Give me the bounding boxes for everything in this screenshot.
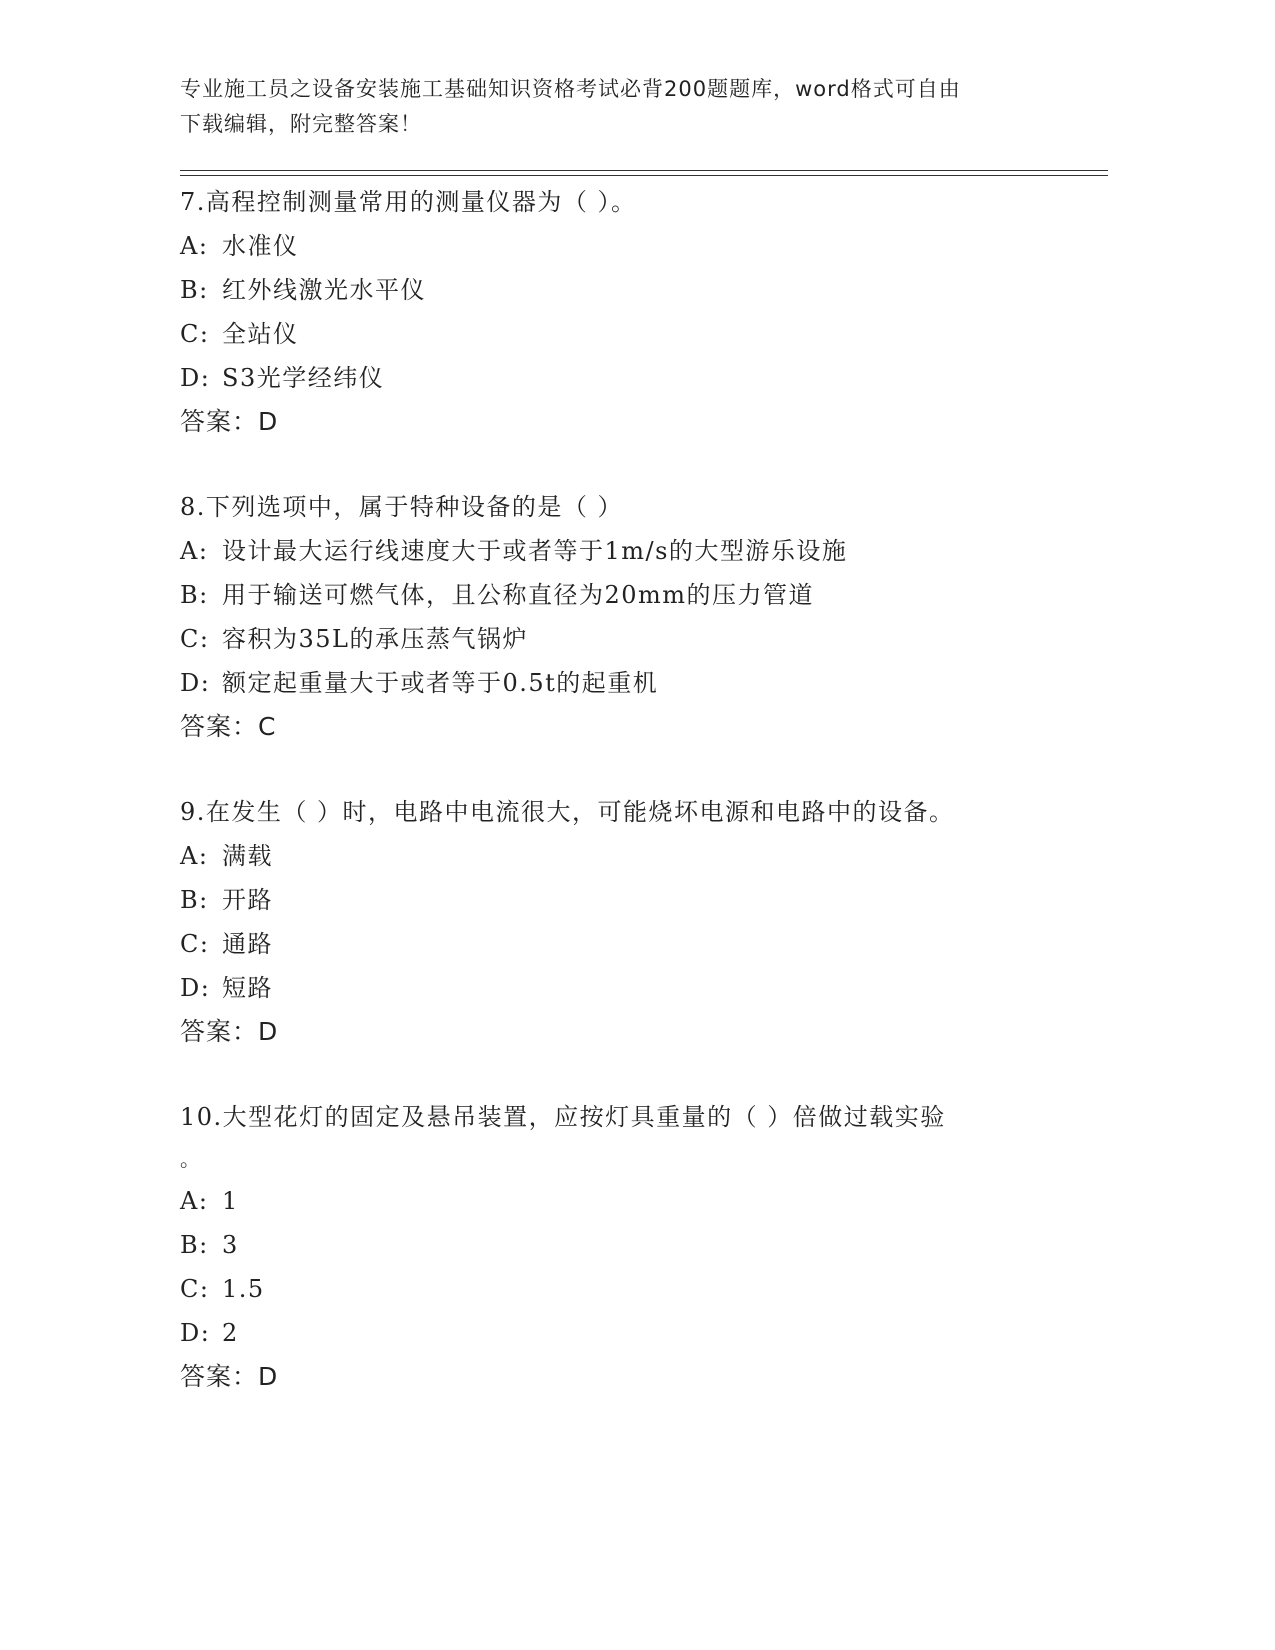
option-text: 3 <box>222 1231 239 1259</box>
option-label: A: <box>180 1187 209 1215</box>
option-text: 容积为35L的承压蒸气锅炉 <box>222 625 528 653</box>
option-b <box>180 1223 1080 1267</box>
option-label: B: <box>180 581 209 609</box>
option-b <box>180 878 1080 922</box>
option-c <box>180 922 1080 966</box>
question-stem-continuation: 。 <box>180 1147 200 1171</box>
option-a <box>180 529 1080 573</box>
option-d <box>180 661 1080 705</box>
option-label: B: <box>180 886 209 914</box>
option-text: 通路 <box>222 930 273 958</box>
option-b <box>180 573 1080 617</box>
header-divider-bottom <box>180 175 1108 176</box>
answer-line: 答案：D <box>180 1362 279 1391</box>
option-c <box>180 617 1080 661</box>
option-text: 水准仪 <box>222 232 299 260</box>
option-text: 红外线激光水平仪 <box>222 276 426 304</box>
option-label: C: <box>180 625 210 653</box>
question-stem: 8.下列选项中，属于特种设备的是（ ） <box>180 493 624 521</box>
option-label: C: <box>180 1275 210 1303</box>
header-line-1: 专业施工员之设备安装施工基础知识资格考试必背200题题库，word格式可自由 <box>180 77 961 101</box>
question-stem: 7.高程控制测量常用的测量仪器为（ ）。 <box>180 188 637 216</box>
option-d <box>180 356 1080 400</box>
question-block <box>180 180 1080 444</box>
option-text: 1 <box>222 1187 239 1215</box>
option-label: B: <box>180 276 209 304</box>
option-label: B: <box>180 1231 209 1259</box>
option-label: D: <box>180 669 211 697</box>
option-text: 1.5 <box>222 1275 265 1303</box>
option-text: 开路 <box>222 886 273 914</box>
question-list <box>180 180 1080 1440</box>
option-d <box>180 966 1080 1010</box>
option-label: C: <box>180 930 210 958</box>
document-header <box>180 72 1060 142</box>
option-a <box>180 834 1080 878</box>
option-c <box>180 312 1080 356</box>
option-a <box>180 1179 1080 1223</box>
header-line-2: 下载编辑，附完整答案！ <box>180 112 422 136</box>
option-text: 设计最大运行线速度大于或者等于1m/s的大型游乐设施 <box>222 537 848 565</box>
option-text: 额定起重量大于或者等于0.5t的起重机 <box>222 669 659 697</box>
header-divider-top <box>180 170 1108 171</box>
option-a <box>180 224 1080 268</box>
option-text: S3光学经纬仪 <box>222 364 385 392</box>
option-text: 短路 <box>222 974 273 1002</box>
option-text: 全站仪 <box>222 320 299 348</box>
option-label: D: <box>180 974 211 1002</box>
question-block <box>180 1095 1080 1399</box>
option-label: D: <box>180 1319 211 1347</box>
question-block <box>180 485 1080 749</box>
option-label: A: <box>180 232 209 260</box>
option-b <box>180 268 1080 312</box>
option-d <box>180 1311 1080 1355</box>
answer-line: 答案：D <box>180 1017 279 1046</box>
option-label: A: <box>180 842 209 870</box>
option-text: 2 <box>222 1319 239 1347</box>
option-label: D: <box>180 364 211 392</box>
option-c <box>180 1267 1080 1311</box>
option-text: 满载 <box>222 842 273 870</box>
question-stem: 10.大型花灯的固定及悬吊装置，应按灯具重量的（ ）倍做过载实验 <box>180 1103 946 1131</box>
answer-line: 答案：C <box>180 712 277 741</box>
answer-line: 答案：D <box>180 407 279 436</box>
option-label: A: <box>180 537 209 565</box>
option-label: C: <box>180 320 210 348</box>
question-stem: 9.在发生（ ）时，电路中电流很大，可能烧坏电源和电路中的设备。 <box>180 798 955 826</box>
option-text: 用于输送可燃气体，且公称直径为20mm的压力管道 <box>222 581 815 609</box>
question-block <box>180 790 1080 1054</box>
